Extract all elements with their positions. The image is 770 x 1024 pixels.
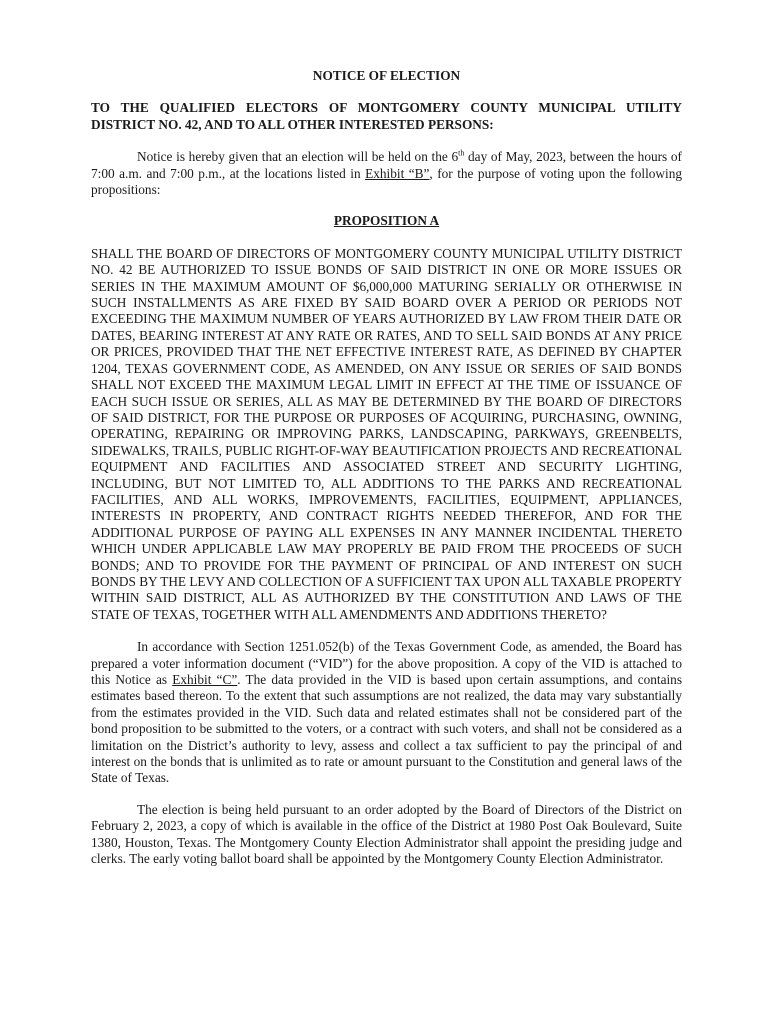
exhibit-b-reference: Exhibit “B” <box>365 165 430 181</box>
notice-paragraph <box>91 149 682 198</box>
notice-title: NOTICE OF ELECTION <box>312 68 461 83</box>
vid-text-end: . The data provided in the VID is based upon certain assumptions, and contains estimates based thereon. To the extent that such assumptions are not realized, the data may vary substantially from the estimates provided in the VID. Such data and related estimates shall not be considered part of the bond proposition to be submitted to the voters, or a contract with such voters, and shall not be considered as a limitation on the District’s authority to levy, assess and collect a tax sufficient to pay the principal of and interest on the bonds that is unlimited as to rate or amount pursuant to the Constitution and general laws of the State of Texas. <box>91 672 683 786</box>
notice-text-middle: day of May, 2023, between the hours of 7:00 a.m. and 7:00 p.m., at the locations listed in <box>91 149 682 181</box>
notice-text-start: Notice is hereby given that an election will be held on the 6 <box>137 149 459 165</box>
notice-text-end: , for the purpose of voting upon the following propositions: <box>91 165 683 198</box>
vid-paragraph <box>91 639 682 787</box>
exhibit-c-reference: Exhibit “C” <box>172 672 238 687</box>
proposition-text: SHALL THE BOARD OF DIRECTORS OF MONTGOMERY COUNTY MUNICIPAL UTILITY DISTRICT NO. 42 BE AUTHORIZED TO ISSUE BONDS OF SAID DISTRICT IN ONE OR MORE ISSUES OR SERIES IN THE MAXIMUM AMOUNT OF $6,000,000 MATURING SERIALLY OR OTHERWISE IN SUCH INSTALLMENTS AS ARE FIXED BY SAID BOARD OVER A PERIOD OR PERIODS NOT EXCEEDING THE MAXIMUM NUMBER OF YEARS AUTHORIZED BY LAW FROM THEIR DATE OR DATES, BEARING INTEREST AT ANY RATE OR RATES, AND TO SELL SAID BONDS AT ANY PRICE OR PRICES, PROVIDED THAT THE NET EFFECTIVE INTEREST RATE, AS DEFINED BY CHAPTER 1204, TEXAS GOVERNMENT CODE, AS AMENDED, ON ANY ISSUE OR SERIES OF SAID BONDS SHALL NOT EXCEED THE MAXIMUM LEGAL LIMIT IN EFFECT AT THE TIME OF ISSUANCE OF EACH SUCH ISSUE OR SERIES, ALL AS MAY BE DETERMINED BY THE BOARD OF DIRECTORS OF SAID DISTRICT, FOR THE PURPOSE OR PURPOSES OF ACQUIRING, PURCHASING, OWNING, OPERATING, REPAIRING OR IMPROVING PARKS, LANDSCAPING, PARKWAYS, GREENBELTS, SIDEWALKS, TRAILS, PUBLIC RIGHT-OF-WAY BEAUTIFICATION PROJECTS AND RECREATIONAL EQUIPMENT AND FACILITIES AND ASSOCIATED STREET AND SECURITY LIGHTING, INCLUDING, BUT NOT LIMITED TO, ALL ADDITIONS TO THE PARKS AND RECREATIONAL FACILITIES, AND ALL WORKS, IMPROVEMENTS, FACILITIES, EQUIPMENT, APPLIANCES, INTERESTS IN PROPERTY, AND CONTRACT RIGHTS NEEDED THEREFOR, AND FOR THE ADDITIONAL PURPOSE OF PAYING ALL EXPENSES IN ANY MANNER INCIDENTAL THERETO WHICH UNDER APPLICABLE LAW MAY PROPERLY BE PAID FROM THE PROCEEDS OF SUCH BONDS; AND TO PROVIDE FOR THE PAYMENT OF PRINCIPAL OF AND INTEREST ON SUCH BONDS BY THE LEVY AND COLLECTION OF A SUFFICIENT TAX UPON ALL TAXABLE PROPERTY WITHIN SAID DISTRICT, ALL AS AUTHORIZED BY THE CONSTITUTION AND LAWS OF THE STATE OF TEXAS, TOGETHER WITH ALL AMENDMENTS AND ADDITIONS THERETO? <box>91 245 682 622</box>
addressee-line: TO THE QUALIFIED ELECTORS OF MONTGOMERY COUNTY MUNICIPAL UTILITY DISTRICT NO. 42, AND TO ALL OTHER INTERESTED PERSONS: <box>91 100 682 132</box>
order-paragraph: The election is being held pursuant to an order adopted by the Board of Directors of the District on February 2, 2023, a copy of which is available in the office of the District at 1980 Post Oak Boulevard, Suite 1380, Houston, Texas. The Montgomery County Election Administrator shall appoint the presiding judge and clerks. The early voting ballot board shall be appointed by the Montgomery County Election Administrator. <box>91 801 682 867</box>
day-suffix: th <box>458 148 465 158</box>
proposition-heading: PROPOSITION A <box>333 213 440 229</box>
vid-text-start: In accordance with Section 1251.052(b) of the Texas Government Code, as amended, the Board has prepared a voter information document (“VID”) for the above proposition. A copy of the VID is attached to this Notice as <box>91 639 682 687</box>
